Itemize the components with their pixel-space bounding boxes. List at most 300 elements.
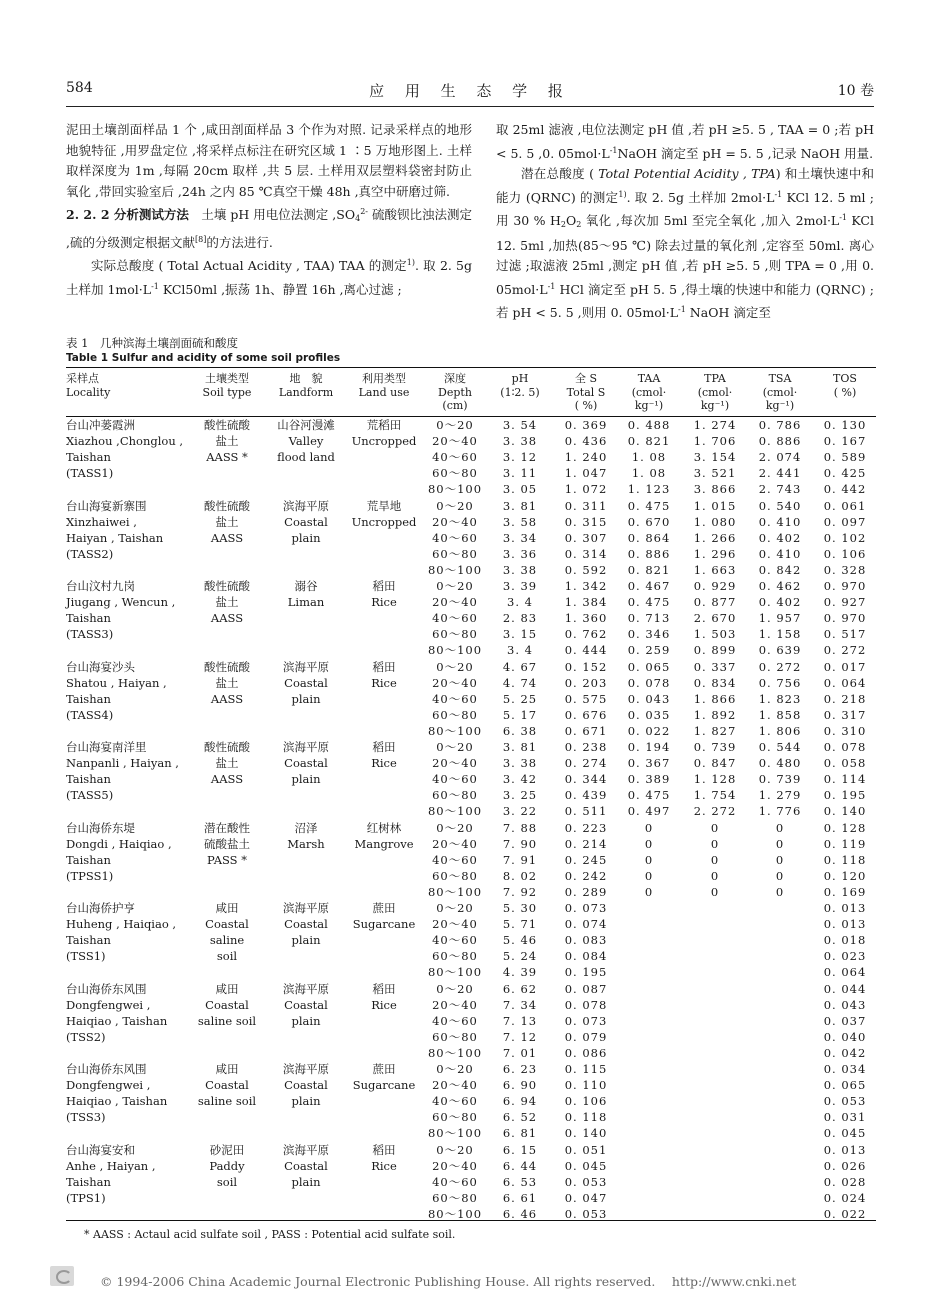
cell-ph: 6. 61 [502,1190,538,1205]
cell-tpa: 1. 827 [693,723,737,738]
cell-ts: 0. 083 [564,933,608,948]
cell-loc: 台山海宴新寨围 [66,498,147,513]
cell-tpa: 1. 080 [693,514,737,529]
cell-lu: Sugarcane [352,917,416,932]
cell-loc: (TPSS1) [66,868,114,883]
cell-lf: plain [291,530,321,545]
cell-tpa: 0. 899 [693,643,737,658]
cell-tsa: 0. 886 [758,434,802,449]
cell-tsa: 0 [775,820,785,835]
header-tpa: TPA [704,372,726,385]
cell-tsa: 2. 743 [758,482,802,497]
cell-loc: Haiyan , Taishan [66,530,164,545]
cell-ts: 0. 314 [564,546,608,561]
cell-ts: 0. 592 [564,562,608,577]
cell-ts: 0. 762 [564,627,608,642]
cell-depth: 20～40 [432,434,478,449]
cnki-logo-icon [50,1266,74,1286]
cell-depth: 0～20 [436,1062,474,1076]
cell-lf: plain [291,1013,321,1028]
cell-ph: 6. 62 [502,981,538,996]
cell-ts: 0. 053 [564,1174,608,1189]
cell-ph: 6. 52 [502,1110,538,1125]
cell-tos: 0. 106 [823,546,867,561]
cell-depth: 80～100 [427,965,483,980]
cell-taa: 0. 821 [627,434,671,449]
cell-st: 潜在酸性 [204,820,250,835]
cell-tsa: 0. 402 [758,530,802,545]
cell-depth: 80～100 [427,1045,483,1060]
cell-taa: 0. 488 [627,418,671,432]
cell-st: 酸性硫酸 [204,659,250,674]
cell-st: 咸田 [215,1062,239,1076]
cell-loc: 台山海侨东风围 [66,981,147,996]
cell-loc: 台山海侨护亨 [66,901,135,915]
cell-ts: 0. 073 [564,1013,608,1028]
cell-ts: 0. 195 [564,965,608,980]
cell-ph: 6. 44 [502,1158,538,1173]
cell-lf: 滨海平原 [283,740,329,754]
cell-taa: 0. 886 [627,546,671,561]
header-st: 土壤类型 [205,372,249,385]
cell-tos: 0. 024 [823,1190,867,1205]
cell-ph: 7. 13 [502,1013,538,1028]
cell-lu: Mangrove [354,836,414,851]
cell-tos: 0. 272 [823,643,867,658]
cell-ph: 5. 46 [502,933,538,948]
cell-st: 盐土 [215,434,239,449]
cell-tsa: 0. 272 [758,659,802,674]
cell-taa: 0. 346 [627,627,671,642]
cell-st: 酸性硫酸 [204,740,250,754]
cell-lf: Liman [287,595,325,610]
cell-tsa: 0. 540 [758,498,802,513]
header-ts: Total S [566,385,606,399]
cell-tpa: 1. 296 [693,546,737,561]
header-lu: 利用类型 [362,372,406,385]
cell-tpa: 1. 866 [693,691,737,706]
cell-tsa: 0 [775,884,785,899]
paragraph: 潜在总酸度 ( Total Potential Acidity , TPA) 和土壤快速中和能力 (QRNC) 的测定$^{1)}$. 取 2. 5g 土样加 $2mol\cdot L^{-1}$ KCl 12. 5 ml ;用 30 % $H_2O_2$ 氧化 ,每次加 5ml 至完全氧化 ,加入 $2mol\cdot L^{-1}$ KCl 12. 5ml ,加热(85～95 ℃) 除去过量的氧化剂 ,定容至 50ml. 离心过滤 ;取滤液 25ml ,测定 pH 值 ,若 pH ≥5. 5 ,则 TPA = 0 ,用 0. $05mol\cdot L^{-1}$ HCl 滴定至 pH 5. 5 ,得土壤的快速中和能力 (QRNC) ;若 pH < 5. 5 ,则用 0. $05mol\cdot L^{-1}$ NaOH 滴定至 [496,166,875,320]
cell-depth: 40～60 [432,611,478,626]
cell-taa: 0. 367 [627,756,671,771]
cell-tpa: 1. 128 [693,772,737,787]
paragraph: 取 25ml 滤液 ,电位法测定 pH 值 ,若 pH ≥5. 5 , TAA = 0 ;若 pH < 5. 5 ,0. $05mol\cdot L^{-1}NaOH$ 滴定至 pH = 5. 5 ,记录 NaOH 用量. [496,122,874,161]
cell-ph: 7. 01 [502,1045,538,1060]
cell-tos: 0. 013 [823,1142,867,1157]
cell-depth: 80～100 [427,1206,483,1221]
cell-st: Coastal [205,1078,249,1093]
cell-tos: 0. 169 [823,884,867,899]
cell-tpa: 3. 521 [693,466,737,481]
cell-tos: 0. 927 [823,595,867,610]
cell-depth: 0～20 [436,981,474,996]
cell-depth: 80～100 [427,723,483,738]
table-caption-en: Table 1 Sulfur and acidity of some soil profiles [66,352,341,364]
cell-depth: 0～20 [436,901,474,915]
header-dp: Depth [438,385,472,399]
header-tpa: (cmol· [697,385,733,399]
cell-tpa: 0 [710,852,720,867]
cell-loc: 台山海宴沙头 [66,659,135,674]
cell-loc: (TASS5) [66,788,114,803]
cell-taa: 0. 475 [627,788,671,803]
cell-taa: 1. 123 [627,482,671,497]
cell-lf: 滨海平原 [283,659,329,674]
cell-st: Coastal [205,917,249,932]
cell-ph: 7. 91 [502,852,538,867]
cell-ph: 6. 94 [502,1094,538,1109]
cell-st: PASS * [207,852,247,867]
cell-taa: 0. 475 [627,595,671,610]
cell-tos: 0. 065 [823,1078,867,1093]
cell-tsa: 0. 739 [758,772,802,787]
cell-tos: 0. 120 [823,868,867,883]
cell-tos: 0. 023 [823,949,867,964]
cell-ts: 0. 152 [564,659,608,674]
cell-tsa: 0. 480 [758,756,802,771]
cell-ts: 0. 115 [564,1062,608,1076]
cell-tos: 0. 022 [823,1206,867,1221]
cell-tos: 0. 097 [823,514,867,529]
cell-ts: 0. 274 [564,756,608,771]
cell-ts: 0. 118 [564,1110,608,1125]
cell-loc: 台山海侨东堤 [66,820,135,835]
cell-lu: 稻田 [372,981,396,996]
cell-ph: 6. 38 [502,723,538,738]
cell-depth: 20～40 [432,756,478,771]
cell-taa: 0 [644,820,654,835]
cell-loc: Dongfengwei , [66,997,151,1012]
cell-tpa: 1. 892 [693,707,737,722]
header-tpa: kg⁻¹) [700,399,730,412]
cell-st: 酸性硫酸 [204,579,250,593]
cell-ph: 3. 22 [502,804,538,819]
cell-loc: (TPS1) [66,1190,106,1205]
cell-tos: 0. 040 [823,1029,867,1044]
cell-depth: 20～40 [432,997,478,1012]
cell-lf: Coastal [284,997,328,1012]
cell-lf: Coastal [284,1078,328,1093]
cell-lf: Coastal [284,514,328,529]
cell-depth: 80～100 [427,1126,483,1141]
cell-ts: 0. 084 [564,949,608,964]
cell-taa: 0 [644,868,654,883]
cell-taa: 1. 08 [631,466,667,481]
cell-tpa: 0. 739 [693,740,737,754]
paragraph: 泥田土壤剖面样品 1 个 ,咸田剖面样品 3 个作为对照. 记录采样点的地形地貌特征 ,用罗盘定位 ,将采样点标注在研究区域 1 ∶5 万地形图上. 土样取样深度为 1m ,每隔 20cm 取样 ,共 5 层. 土样用双层塑料袋密封防止氧化 ,带回实验室后 ,24h 之内 85 ℃真空干燥 48h ,真空中研磨过筛. [66,122,472,199]
cell-depth: 40～60 [432,450,478,465]
cell-loc: Taishan [66,691,111,706]
cell-tos: 0. 317 [823,707,867,722]
cell-tos: 0. 128 [823,820,867,835]
cell-lu: Rice [371,675,397,690]
cell-ph: 7. 34 [502,997,538,1012]
cell-tos: 0. 425 [823,466,867,481]
cell-ph: 3. 15 [502,627,538,642]
cell-lu: Sugarcane [352,1078,416,1093]
cell-ts: 0. 436 [564,434,608,449]
cell-ph: 6. 53 [502,1174,538,1189]
cell-ts: 1. 240 [564,450,608,465]
cell-tos: 0. 043 [823,997,867,1012]
cell-ph: 3. 4 [507,643,533,658]
cell-tos: 0. 037 [823,1013,867,1028]
volume-label: 10 卷 [837,83,874,99]
header-dp: 深度 [444,372,466,385]
cell-loc: Taishan [66,852,111,867]
cell-loc: (TSS1) [66,949,106,964]
cell-lf: Valley [288,434,324,449]
cell-tpa: 0. 834 [693,675,737,690]
cell-st: Coastal [205,997,249,1012]
cell-depth: 40～60 [432,1174,478,1189]
cell-taa: 0. 467 [627,579,671,593]
header-ph: (1∶2. 5) [500,385,540,399]
cell-lf: 滨海平原 [283,981,329,996]
cell-ph: 3. 36 [502,546,538,561]
cell-st: 酸性硫酸 [204,418,250,432]
cell-st: Paddy [209,1158,245,1173]
cell-loc: Taishan [66,1174,111,1189]
cell-ph: 6. 46 [502,1206,538,1221]
header-taa: TAA [637,372,661,385]
table-caption-cn: 表 1 几种滨海土壤剖面硫和酸度 [66,336,238,350]
cell-st: soil [216,949,238,964]
header-tsa: (cmol· [762,385,798,399]
cell-ts: 0. 051 [564,1142,608,1157]
cell-taa: 0. 713 [627,611,671,626]
cell-taa: 0 [644,836,654,851]
cell-depth: 20～40 [432,514,478,529]
journal-title: 应 用 生 态 学 报 [369,82,571,100]
cell-st: saline soil [197,1094,257,1109]
cell-ph: 6. 81 [502,1126,538,1141]
cell-ph: 7. 92 [502,884,538,899]
cell-depth: 0～20 [436,579,474,593]
citation: 1) [406,258,416,267]
cell-ph: 3. 05 [502,482,538,497]
table-top-rule [66,367,876,368]
cell-ph: 6. 23 [502,1062,538,1076]
cell-ts: 0. 106 [564,1094,608,1109]
cell-lu: 稻田 [372,1142,396,1157]
cell-tsa: 0. 410 [758,514,802,529]
page-number: 584 [66,80,93,96]
cell-ts: 0. 676 [564,707,608,722]
cell-loc: Haiqiao , Taishan [66,1094,168,1109]
cell-tos: 0. 102 [823,530,867,545]
cell-tpa: 1. 754 [693,788,737,803]
cell-lf: 沼泽 [294,820,318,835]
cell-tos: 0. 061 [823,498,867,513]
cell-ts: 0. 444 [564,643,608,658]
cell-tpa: 0 [710,820,720,835]
cell-tsa: 0. 756 [758,675,802,690]
header-taa: (cmol· [631,385,667,399]
cell-ph: 5. 25 [502,691,538,706]
cell-tpa: 0. 929 [693,579,737,593]
cell-lu: 稻田 [372,579,396,593]
cell-tos: 0. 045 [823,1126,867,1141]
cell-ph: 6. 90 [502,1078,538,1093]
cell-depth: 40～60 [432,691,478,706]
cell-tsa: 0. 410 [758,546,802,561]
cell-ts: 0. 369 [564,418,608,432]
cell-lf: Marsh [287,836,325,851]
copyright-footer: © 1994-2006 China Academic Journal Electronic Publishing House. All rights reserved. http://www.cnki.net [100,1274,797,1289]
cell-depth: 60～80 [432,707,478,722]
cell-tos: 0. 013 [823,901,867,915]
cell-tsa: 0. 544 [758,740,802,754]
cell-st: AASS [210,611,244,626]
section-heading: 2. 2. 2 分析测试方法 [66,207,189,222]
cell-ts: 0. 053 [564,1206,608,1221]
cell-ts: 0. 311 [564,498,608,513]
header-lu: Land use [358,385,410,399]
cell-loc: Xinzhaiwei , [66,514,137,529]
cell-loc: Anhe , Haiyan , [66,1158,156,1173]
cell-ts: 0. 140 [564,1126,608,1141]
cell-tsa: 1. 158 [758,627,802,642]
cell-tsa: 0. 462 [758,579,802,593]
cell-tsa: 2. 441 [758,466,802,481]
cell-ph: 3. 38 [502,562,538,577]
cell-ts: 1. 360 [564,611,608,626]
cell-taa: 0. 389 [627,772,671,787]
cell-ts: 0. 671 [564,723,608,738]
citation: [8] [194,234,207,244]
header-tsa: kg⁻¹) [765,399,795,412]
cell-ts: 1. 047 [564,466,608,481]
cell-tos: 0. 031 [823,1110,867,1125]
cell-ph: 3. 34 [502,530,538,545]
cell-ts: 0. 344 [564,772,608,787]
cell-lu: 荒旱地 [366,498,402,513]
paragraph: 2. 2. 2 分析测试方法 土壤 pH 用电位法测定 $,SO_4^{2-}$ 硫酸钡比浊法测定 ,硫的分级测定根据文献[8]的方法进行. [66,207,473,250]
header-lf: Landform [278,385,334,399]
cell-loc: Huheng , Haiqiao , [66,917,177,932]
cell-tos: 0. 119 [823,836,867,851]
cell-ph: 3. 38 [502,434,538,449]
cell-depth: 0～20 [436,740,474,754]
cell-depth: 80～100 [427,562,483,577]
cell-tos: 0. 058 [823,756,867,771]
cell-depth: 40～60 [432,772,478,787]
cell-st: AASS * [206,450,248,465]
cell-ph: 6. 15 [502,1142,538,1157]
cell-ts: 0. 307 [564,530,608,545]
cell-taa: 0. 043 [627,691,671,706]
cell-depth: 40～60 [432,933,478,948]
cell-loc: Xiazhou ,Chonglou , [66,434,184,449]
cell-tos: 0. 130 [823,418,867,432]
cell-tpa: 1. 266 [693,530,737,545]
cell-ts: 0. 238 [564,740,608,754]
cell-ts: 0. 315 [564,514,608,529]
cell-tsa: 2. 074 [758,450,802,465]
cell-st: 咸田 [215,901,239,915]
cell-loc: (TASS4) [66,707,114,722]
cell-depth: 60～80 [432,627,478,642]
cell-lu: Rice [371,1158,397,1173]
cell-ph: 5. 71 [502,917,538,932]
cell-depth: 60～80 [432,1110,478,1125]
cell-ph: 4. 39 [502,965,538,980]
cell-lf: 滨海平原 [283,901,329,915]
cell-taa: 0. 194 [627,740,671,754]
cell-ts: 1. 342 [564,579,608,593]
cell-lf: plain [291,691,321,706]
cell-loc: Dongdi , Haiqiao , [66,836,172,851]
cell-tsa: 1. 858 [758,707,802,722]
cell-lu: Uncropped [351,514,417,529]
cell-taa: 0 [644,852,654,867]
cell-tos: 0. 013 [823,917,867,932]
cell-lf: 溺谷 [294,579,318,593]
cell-st: 盐土 [215,514,239,529]
cell-ph: 3. 38 [502,756,538,771]
cell-tos: 0. 970 [823,579,867,593]
cell-ts: 0. 203 [564,675,608,690]
header-ts: 全 S [574,372,598,385]
cell-st: 酸性硫酸 [204,498,250,513]
cell-loc: (TASS3) [66,627,114,642]
header-tos: TOS [833,372,857,385]
cell-lf: Coastal [284,756,328,771]
header-loc: Locality [66,385,111,399]
cell-ts: 0. 074 [564,917,608,932]
cell-lu: Rice [371,756,397,771]
cell-tsa: 0 [775,836,785,851]
cell-ph: 3. 58 [502,514,538,529]
cell-lf: 滨海平原 [283,1142,329,1157]
cell-lf: 山谷河漫滩 [277,418,335,432]
cell-depth: 20～40 [432,836,478,851]
header-dp: (cm) [442,399,468,412]
cell-lf: Coastal [284,675,328,690]
cell-st: soil [216,1174,238,1189]
cell-loc: (TSS3) [66,1110,106,1125]
cell-st: 硫酸盐土 [204,836,250,851]
cell-tpa: 1. 663 [693,562,737,577]
cell-ph: 8. 02 [502,868,538,883]
cell-ts: 0. 073 [564,901,608,915]
cell-ts: 0. 511 [564,804,608,819]
cell-ph: 7. 88 [502,820,538,835]
cell-lf: plain [291,1094,321,1109]
cell-tpa: 0. 337 [693,659,737,674]
cell-st: saline soil [197,1013,257,1028]
cell-tos: 0. 140 [823,804,867,819]
cell-st: 盐土 [215,675,239,690]
cell-tpa: 3. 866 [693,482,737,497]
cell-loc: Dongfengwei , [66,1078,151,1093]
cell-depth: 60～80 [432,1190,478,1205]
cell-taa: 0. 864 [627,530,671,545]
cell-ph: 2. 83 [502,611,538,626]
cell-loc: Taishan [66,772,111,787]
cell-tsa: 0 [775,868,785,883]
cell-st: AASS [210,691,244,706]
right-column [496,120,874,324]
cell-lu: 蔗田 [372,901,396,915]
cell-ph: 5. 30 [502,901,538,915]
cell-depth: 20～40 [432,595,478,610]
cell-lf: 滨海平原 [283,1062,329,1076]
cell-taa: 0. 259 [627,643,671,658]
cell-ts: 0. 045 [564,1158,608,1173]
